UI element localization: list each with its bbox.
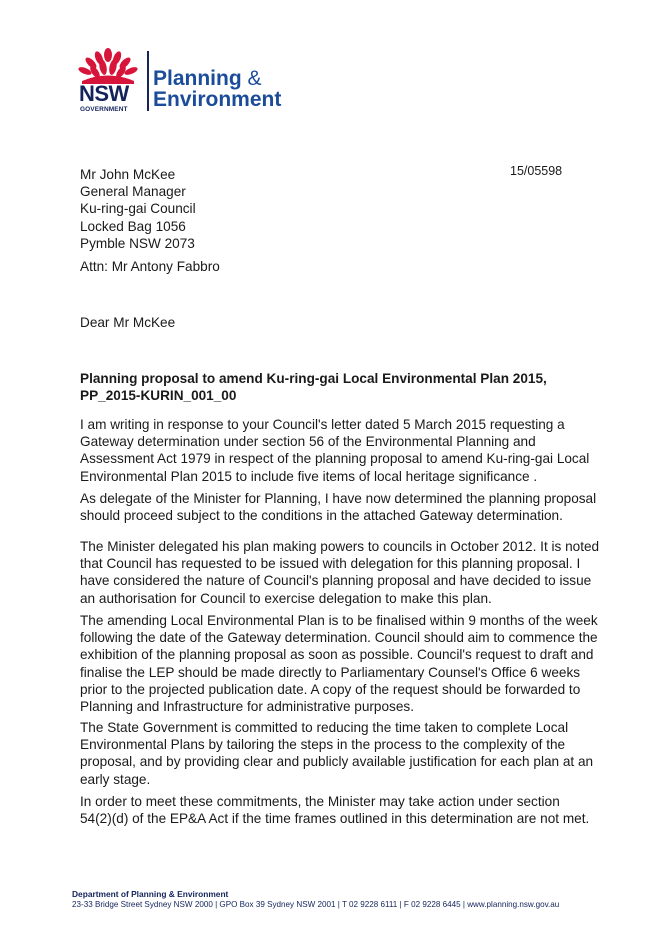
waratah-flower-icon <box>78 48 138 84</box>
paragraph-line: As delegate of the Minister for Planning, I have now determined the planning proposal <box>80 491 597 506</box>
department-name-line1: Planning & <box>153 67 262 90</box>
paragraph-line: Planning and Infrastructure for administrative purposes. <box>80 699 414 715</box>
paragraph-line: should proceed subject to the conditions in the attached Gateway determination. <box>80 508 563 524</box>
paragraph-line: proposal, and by providing clear and publicly available justification for each plan at an <box>80 754 594 770</box>
reference-number: 15/05598 <box>510 164 563 178</box>
paragraph-line: prior to the projected publication date. A copy of the request should be forwarded to <box>80 681 581 697</box>
nsw-planning-environment-logo <box>78 48 308 114</box>
paragraph-line: finalise the LEP should be made directly to Parliamentary Counsel's Office 6 weeks <box>80 664 581 680</box>
address-line: Pymble NSW 2073 <box>80 235 195 251</box>
body-paragraph-3 <box>80 538 599 607</box>
logo-divider <box>147 51 149 111</box>
paragraph-line: Environmental Plan 2015 to include five items of local heritage significance . <box>80 468 538 484</box>
subject-line: Planning proposal to amend Ku-ring-gai Local Environmental Plan 2015, <box>80 371 547 386</box>
paragraph-line: Environmental Plans by tailoring the steps in the process to the complexity of the <box>80 737 566 753</box>
paragraph-line: that Council has requested to be issued with delegation for this planning proposal. I <box>80 556 581 572</box>
recipient-address <box>80 166 196 252</box>
paragraph-line: I am writing in response to your Council's letter dated 5 March 2015 requesting a <box>80 417 565 432</box>
department-name-line2: Environment <box>153 88 282 111</box>
body-paragraph-2 <box>80 490 596 524</box>
address-line: General Manager <box>80 184 186 200</box>
paragraph-line: early stage. <box>80 771 151 787</box>
government-wordmark: GOVERNMENT <box>80 106 128 113</box>
paragraph-line: 54(2)(d) of the EP&A Act if the time frames outlined in this determination are not met. <box>80 811 590 827</box>
paragraph-line: The amending Local Environmental Plan is to be finalised within 9 months of the week <box>80 613 598 628</box>
footer-contact-details: 23-33 Bridge Street Sydney NSW 2000 | GPO Box 39 Sydney NSW 2001 | T 02 9228 6111 | F 02 9228 6445 | www.planning.nsw.gov.au <box>72 900 560 909</box>
body-paragraph-4 <box>80 612 598 715</box>
salutation: Dear Mr McKee <box>80 315 176 330</box>
subject-heading <box>80 370 547 404</box>
paragraph-line: In order to meet these commitments, the Minister may take action under section <box>80 794 560 809</box>
paragraph-line: have considered the nature of Council's planning proposal and have decided to issue <box>80 573 592 589</box>
address-line: Mr John McKee <box>80 167 176 182</box>
paragraph-line: Assessment Act 1979 in respect of the planning proposal to amend Ku-ring-gai Local <box>80 451 590 467</box>
address-line: Ku-ring-gai Council <box>80 201 196 217</box>
paragraph-line: Gateway determination under section 56 of the Environmental Planning and <box>80 434 536 450</box>
nsw-wordmark: NSW <box>79 81 129 106</box>
paragraph-line: The Minister delegated his plan making powers to councils in October 2012. It is noted <box>80 539 600 554</box>
attention-line: Attn: Mr Antony Fabbro <box>80 259 220 274</box>
body-paragraph-5 <box>80 719 593 788</box>
body-paragraph-6 <box>80 793 589 827</box>
footer-department-name: Department of Planning & Environment <box>72 889 229 899</box>
paragraph-line: exhibition of the planning proposal as soon as possible. Council's request to draft and <box>80 647 594 663</box>
subject-line: PP_2015-KURIN_001_00 <box>80 388 237 404</box>
address-line: Locked Bag 1056 <box>80 218 186 234</box>
paragraph-line: following the date of the Gateway determination. Council should aim to commence the <box>80 630 598 646</box>
paragraph-line: an authorisation for Council to exercise delegation to make this plan. <box>80 590 492 606</box>
body-paragraph-1 <box>80 416 589 485</box>
paragraph-line: The State Government is committed to reducing the time taken to complete Local <box>80 720 569 735</box>
